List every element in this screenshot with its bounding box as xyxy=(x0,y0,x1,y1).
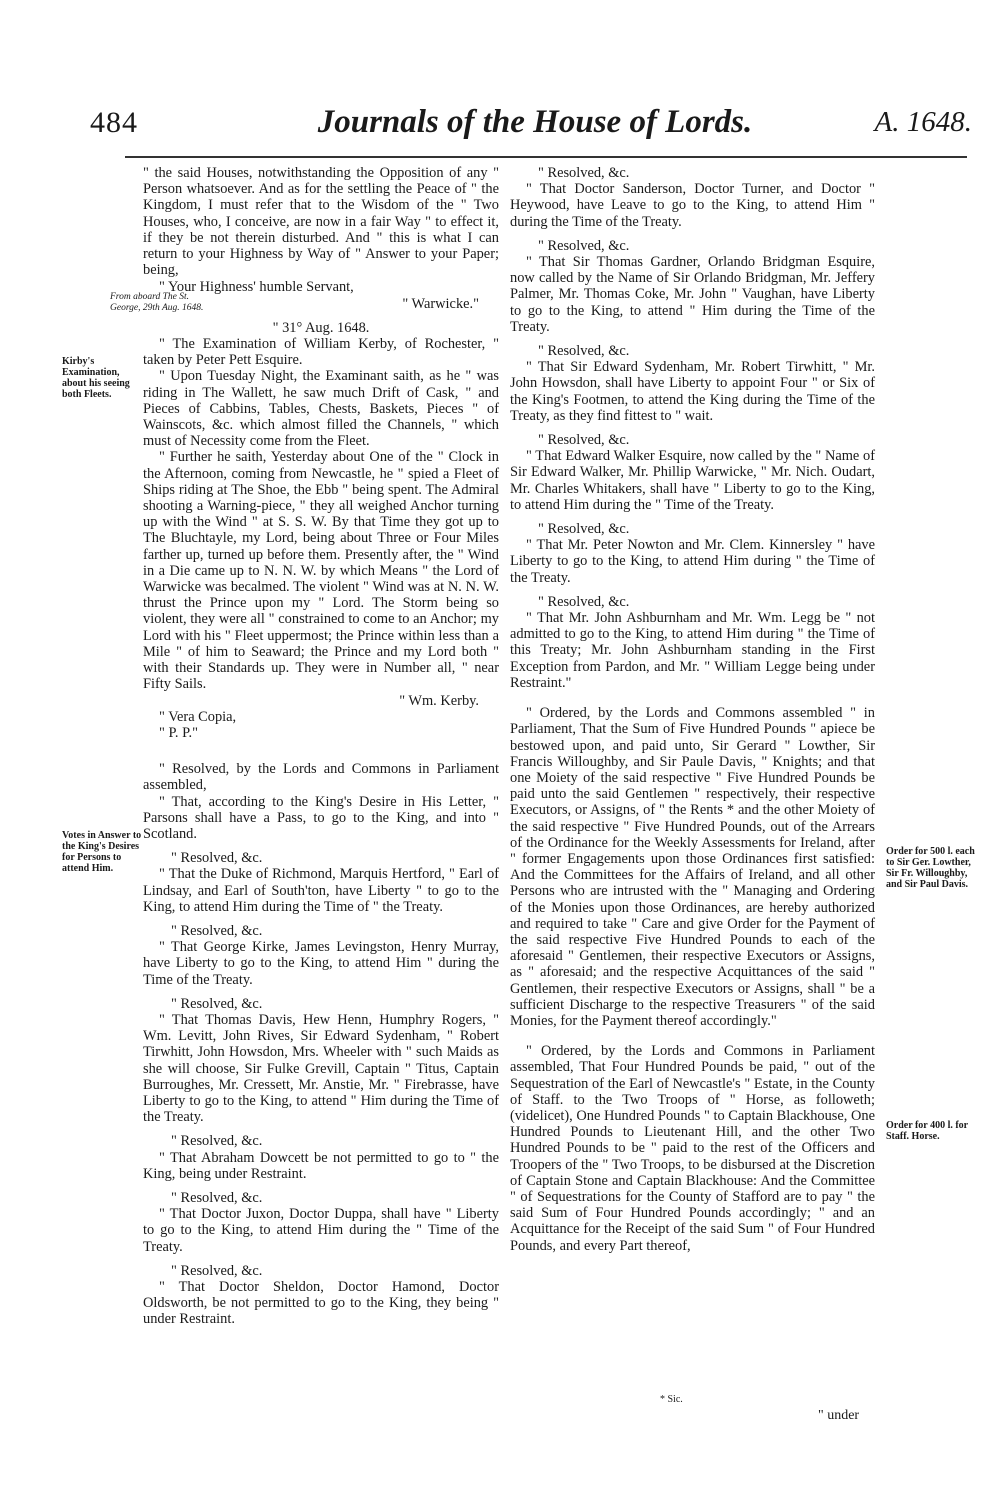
resolved-label: " Resolved, &c. xyxy=(171,995,263,1012)
resolution-davis: " That Thomas Davis, Hew Henn, Humphry Rogers, " Wm. Levitt, John Rives, Sir Edward Sydenham, " Robert Tirwhitt, John Howsdon, Mrs. Wheeler with " such Maids as she will choose, Sir Fulke Grevill, Captain " Titus, Captain Burroughes, Mr. Cressett, Mr. Anstie, Mr. " Firebrasse, have Liberty to go to the King, to attend " Him during the Time of the Treaty. xyxy=(143,1011,499,1126)
letter-conclusion: " the said Houses, notwithstanding the Opposition of any " Person whatsoever. And as for the settling the Peace of " the Kingdom, I must refer that to the Wisdom of the " Two Houses, who, I conceive, are now in a fair Way " to effect it, if they be not therein disturbed. And " this is what I can return to your Highness by Way of " Answer to your Paper; being, xyxy=(143,165,499,279)
resolution-dowcett: " That Abraham Dowcett be not permitted to go to " the King, being under Restraint. xyxy=(143,1149,499,1182)
margin-note-votes: Votes in Answer to the King's Desires for Persons to attend Him. xyxy=(62,830,142,874)
letter-signature: " Warwicke." xyxy=(402,295,479,312)
resolved-label: " Resolved, &c. xyxy=(538,593,630,610)
resolution-heading: " Resolved, by the Lords and Commons in Parliament assembled, xyxy=(143,761,499,794)
right-column xyxy=(510,165,875,1254)
resolved-label: " Resolved, &c. xyxy=(538,521,630,538)
footnote: * Sic. xyxy=(660,1394,683,1405)
resolved-label: " Resolved, &c. xyxy=(538,237,630,254)
exam-paragraph-2: " Further he saith, Yesterday about One of the " Clock in the Afternoon, coming from Newcastle, he " spied a Fleet of Ships riding at The Shoe, the Ebb " being spent. The Admiral shooting a Warning-piece, " they all weighed Anchor turning up with the Wind " at S. S. W. By that Time they got up to The Bluchtayle, my Lord, being about Three or Four Miles farther up, turned up before them. Presently after, the " Wind in a Die came up to N. N. W. by which Means " the Lord of Warwicke was becalmed. The violent " Wind was at N. N. W. thrust the Prince upon my " Lord. The Storm being so violent, they were all " constrained to come to an Anchor; my Lord with his " Fleet uppermost; the Prince within less than a Mile " of him to Seaward; the Prince and my Lord both " with their Standards up. They were in Number all, " near Fifty Sails. xyxy=(143,449,499,693)
catchword: " under xyxy=(818,1408,860,1423)
resolution-sheldon: " That Doctor Sheldon, Doctor Hamond, Doctor Oldsworth, be not permitted to go to the King, they being " under Restraint. xyxy=(143,1279,499,1328)
resolution-sanderson: " That Doctor Sanderson, Doctor Turner, and Doctor " Heywood, have Leave to go to the King, to attend Him " during the Time of the Treaty. xyxy=(510,181,875,230)
resolution-nowton: " That Mr. Peter Nowton and Mr. Clem. Kinnersley " have Liberty to go to the King, to attend Him during " the Time of the Treaty. xyxy=(510,537,875,586)
resolved-label: " Resolved, &c. xyxy=(171,850,263,867)
page-title: Journals of the House of Lords. xyxy=(317,104,753,140)
resolution-ashburnham: " That Mr. John Ashburnham and Mr. Wm. Legg be " not admitted to go to the King, to attend Him during " the Time of this Treaty; Mr. John Ashburnham standing in the First Exception from Pardon, and Mr. " William Legge being under Restraint." xyxy=(510,610,875,691)
resolved-label: " Resolved, &c. xyxy=(538,343,630,360)
exam-title: " The Examination of William Kerby, of Rochester, " taken by Peter Pett Esquire. xyxy=(143,336,499,369)
page-header xyxy=(90,100,980,152)
left-column xyxy=(143,165,499,1328)
margin-note-order-gentlemen: Order for 500 l. each to Sir Ger. Lowther, Sir Fr. Willoughby, and Sir Paul Davis. xyxy=(886,846,975,890)
exam-paragraph-1: " Upon Tuesday Night, the Examinant saith, as he " was riding in The Wallett, he saw much Drift of Cask, " and Pieces of Cabbins, Tables, Chests, Baskets, Pieces " of Wainscots, &c. which almost filled the Channels, " which must of Necessity come from the Fleet. xyxy=(143,368,499,450)
letter-closing: " Your Highness' humble Servant, xyxy=(159,279,354,296)
margin-note-kerby: Kirby's Examination, about his seeing both Fleets. xyxy=(62,356,130,400)
page-number: 484 xyxy=(90,106,138,139)
resolution-kirke: " That George Kirke, James Levingston, Henry Murray, have Liberty to go to the King, to attend Him " during the Time of the Treaty. xyxy=(143,939,499,988)
margin-note-signoff-place: From aboard The St. George, 29th Aug. 1648. xyxy=(110,292,204,313)
exam-date: " 31° Aug. 1648. xyxy=(272,319,370,336)
resolved-label: " Resolved, &c. xyxy=(538,165,630,181)
resolved-label: " Resolved, &c. xyxy=(538,432,630,449)
resolution-walker: " That Edward Walker Esquire, now called by the " Name of Sir Edward Walker, Mr. Phillip Warwicke, " Mr. Nich. Oudart, Mr. Charles Whitakers, shall have " Liberty to go to the King, to attend Him during the " Time of the Treaty. xyxy=(510,448,875,513)
page-year: A. 1648. xyxy=(874,106,972,138)
resolved-label: " Resolved, &c. xyxy=(171,1133,263,1150)
margin-note-order-horse: Order for 400 l. for Staff. Horse. xyxy=(886,1120,968,1142)
kerby-signature: " Wm. Kerby. xyxy=(399,692,479,709)
header-rule xyxy=(125,156,967,158)
resolution-parsons: " That, according to the King's Desire in His Letter, " Parsons shall have a Pass, to go to the King, and into " Scotland. xyxy=(143,793,499,842)
resolved-label: " Resolved, &c. xyxy=(171,1189,263,1206)
resolved-label: " Resolved, &c. xyxy=(171,1262,263,1279)
resolved-label: " Resolved, &c. xyxy=(171,922,263,939)
resolution-juxon: " That Doctor Juxon, Doctor Duppa, shall have " Liberty to go to the King, to attend Him during the " Time of the Treaty. xyxy=(143,1206,499,1255)
resolution-gardner: " That Sir Thomas Gardner, Orlando Bridgman Esquire, now called by the Name of Sir Orlando Bridgman, Mr. Jeffery Palmer, Mr. Thomas Coke, Mr. John " Vaughan, have Liberty to go to the King, to attend " Him during the Time of the Treaty. xyxy=(510,254,875,335)
vera-copia: " Vera Copia, xyxy=(159,708,237,725)
resolution-richmond: " That the Duke of Richmond, Marquis Hertford, " Earl of Lindsay, and Earl of South'ton, have Liberty " to go to the King, to attend Him during the Time of " the Treaty. xyxy=(143,866,499,915)
pp-initials: " P. P." xyxy=(159,724,198,741)
order-gentlemen: " Ordered, by the Lords and Commons assembled " in Parliament, That the Sum of Five Hundred Pounds " apiece be bestowed upon, and paid unto, Sir Gerard " Lowther, Sir Francis Willoughby, and Sir Paule Davis, " Knights; and that one Moiety of the said respective " Five Hundred Pounds be paid unto the said Gentlemen " respectively, their respective Executors, or Assigns, of " the Rents * and the other Moiety of the said respective " Five Hundred Pounds, out of the Arrears of the Ordinance for the Weekly Assessments for Ireland, after " former Engagements upon those Ordinances first satisfied: And the Committees for the Affairs of Ireland, and all other Persons who are intrusted with the " Managing and Ordering of the Monies upon those Ordinances, are hereby authorized and required to take " Care and give Order for the Payment of the said respective Five Hundred Pounds to each of the aforesaid " Gentlemen, their respective Executors or Assigns, as " aforesaid; and the respective Acquittances of the said " Gentlemen, their respective Executors or Assigns, shall " be a sufficient Discharge to the respective Treasurers " of the said Monies, for the Payment thereof accordingly." xyxy=(510,705,875,1029)
resolution-sydenham: " That Sir Edward Sydenham, Mr. Robert Tirwhitt, " Mr. John Howsdon, shall have Liberty to appoint Four " or Six of the King's Footmen, to attend the King during the Time of the Treaty, as they find fittest to " wait. xyxy=(510,359,875,424)
order-horse: " Ordered, by the Lords and Commons in Parliament assembled, That Four Hundred Pounds be paid, " out of the Sequestration of the Earl of Newcastle's " Estate, in the County of Staff. to the Two Troops of " Horse, as followeth; (videlicet), One Hundred Pounds " to Captain Blackhouse, One Hundred Pounds to Lieutenant Hill, and the other Two Hundred Pounds to be " paid to the rest of the Officers and Troopers of the " Two Troops, to be disbursed at the Discretion of Captain Stone and Captain Blackhouse: And the Committee " of Sequestrations for the County of Stafford are to pay " the said Sum of Four Hundred Pounds accordingly; " and an Acquittance for the Receipt of the said Sum " of Four Hundred Pounds, and every Part thereof, xyxy=(510,1043,875,1254)
